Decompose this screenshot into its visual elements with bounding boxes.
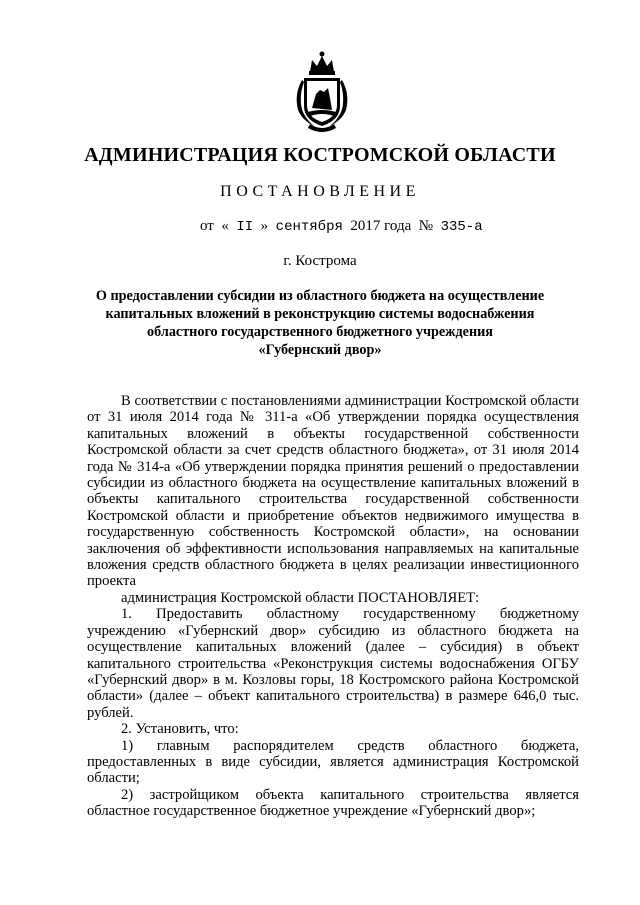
date-year: 2017 года bbox=[350, 218, 412, 234]
body-paragraph: администрация Костромской области ПОСТАНОВЛЯЕТ: bbox=[121, 589, 480, 606]
subject-line: О предоставлении субсидии из областного бюджета на осуществление bbox=[95, 288, 545, 304]
document-type: ПОСТАНОВЛЕНИЕ bbox=[220, 183, 420, 200]
subject-line: «Губернский двор» bbox=[258, 342, 382, 358]
document-subject bbox=[70, 287, 570, 359]
date-month: сентября bbox=[275, 219, 343, 235]
body-paragraph: 1) главным распорядителем средств областного бюджета, предоставленных в виде субсидии, является администрация Костромской области; bbox=[87, 737, 579, 787]
document-number: 335-а bbox=[440, 219, 483, 235]
subject-line: областного государственного бюджетного учреждения bbox=[147, 324, 493, 340]
body-paragraph: 1. Предоставить областному государственному бюджетному учреждению «Губернский двор» субсидию из областного бюджета на осуществление капитальных вложений (далее – субсидия) в объект капитального строительства «Реконструкция системы водоснабжения ОГБУ «Губернский двор» в м. Козловы горы, 18 Костромского района Костромской области» (далее – объект капитального строительства) в размере 646,0 тыс. рублей. bbox=[87, 606, 579, 721]
subject-line: капитальных вложений в реконструкцию системы водоснабжения bbox=[105, 306, 535, 322]
organization-name: АДМИНИСТРАЦИЯ КОСТРОМСКОЙ ОБЛАСТИ bbox=[84, 144, 556, 166]
body-paragraph: 2. Установить, что: bbox=[121, 721, 239, 738]
date-number-line bbox=[200, 218, 483, 235]
body-paragraph: 2) застройщиком объекта капитального строительства является областное государственное бюджетное учреждение «Губернский двор»; bbox=[87, 786, 579, 820]
kostroma-coat-of-arms-icon bbox=[290, 50, 354, 132]
body-paragraph: В соответствии с постановлениями администрации Костромской области от 31 июля 2014 года № 311-а «Об утверждении порядка осуществления капитальных вложений в объекты государственной собственности Костромской области за счет средств областного бюджета», от 31 июля 2014 года № 314-а «Об утверждении порядка принятия решений о предоставлении субсидии из областного бюджета на осуществление капитальных вложений в объекты капитального строительства государственной собственности Костромской области и приобретение объектов недвижимого имущества в государственную собственность Костромской области», на основании заключения об эффективности использования направляемых на капитальные вложения средств областного бюджета в целях реализации инвестиционного проекта bbox=[87, 393, 579, 590]
number-sign: № bbox=[418, 218, 434, 234]
document-body bbox=[87, 393, 579, 820]
date-open-quote: « bbox=[221, 218, 229, 234]
date-close-quote: » bbox=[260, 218, 269, 234]
city-line: г. Кострома bbox=[283, 253, 357, 269]
date-prefix: от bbox=[200, 218, 214, 234]
date-day: II bbox=[236, 219, 254, 235]
